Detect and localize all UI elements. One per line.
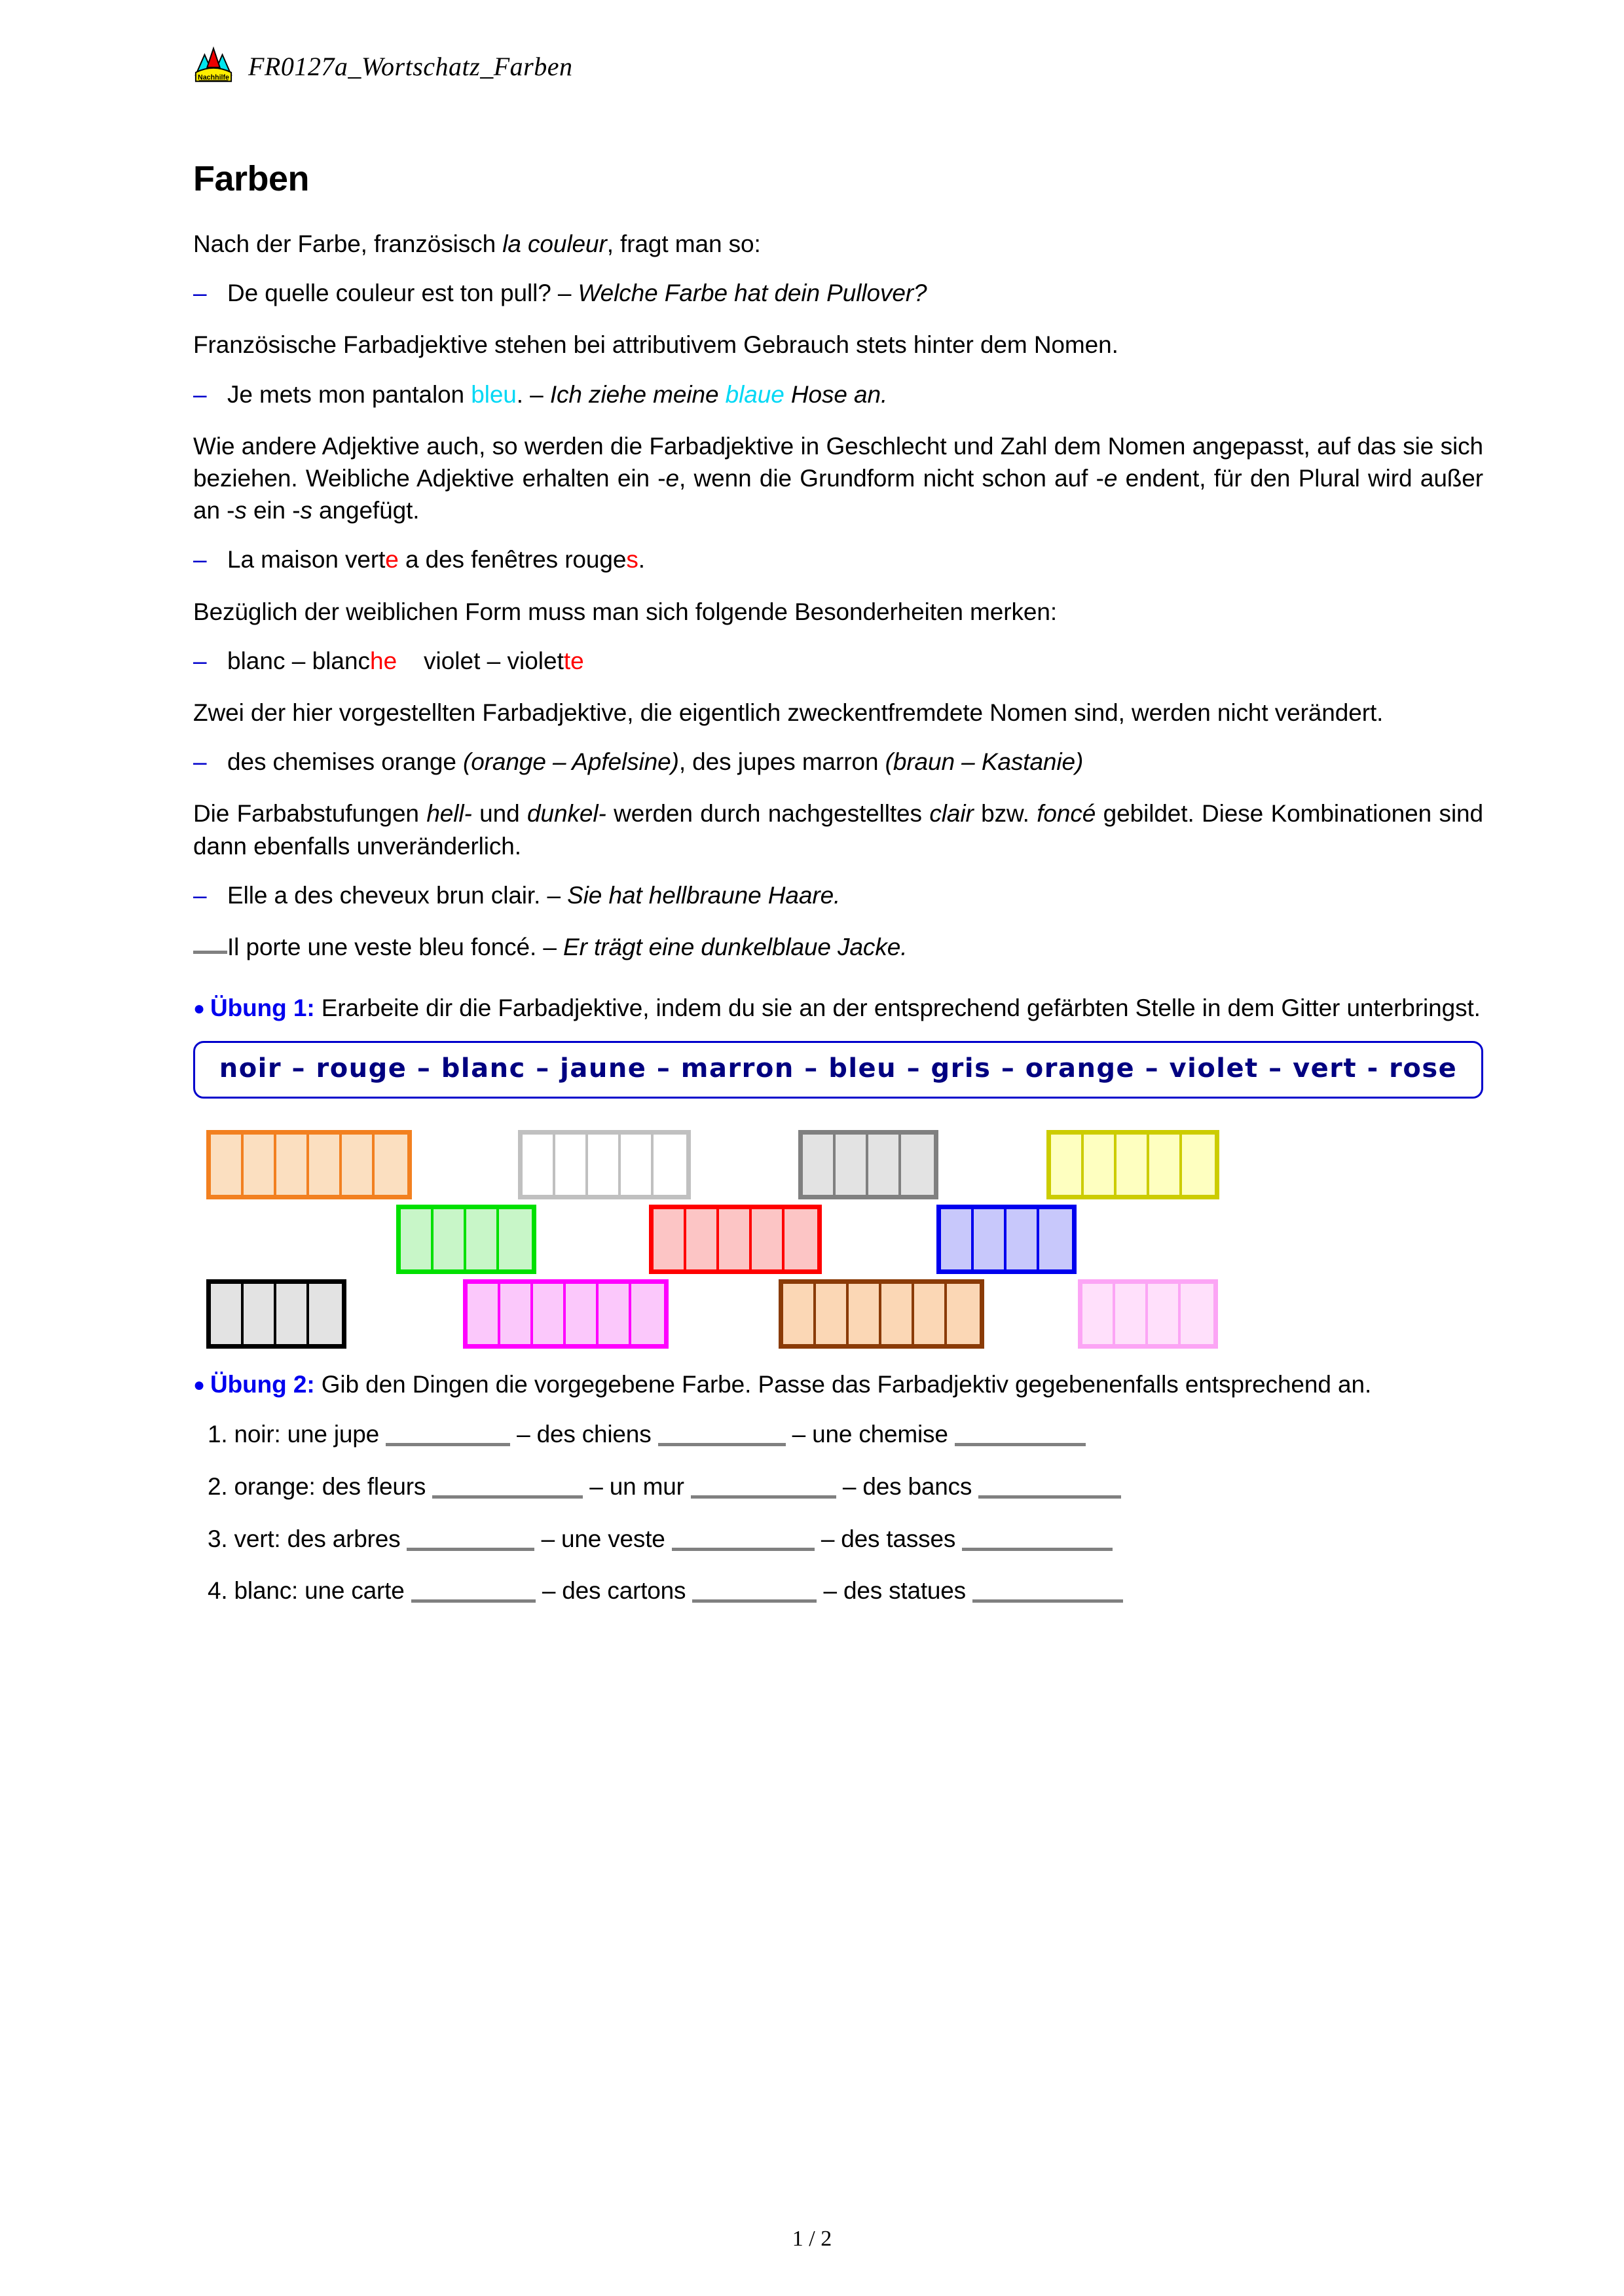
pair-blanc-suffix: he [370,647,397,674]
color-grid-cell[interactable] [816,1284,849,1344]
uebung2-item-list [193,1418,1483,1608]
item-number: 3. [208,1525,234,1552]
rose-block [1078,1279,1218,1349]
color-grid-cell[interactable] [1084,1135,1116,1195]
pair-blanc [227,645,424,677]
white-block [518,1130,691,1199]
black-block [206,1279,346,1349]
color-grid-cell[interactable] [309,1135,342,1195]
color-grid-row [193,1130,1483,1190]
item-separator-1: – des cartons [535,1577,693,1605]
abstufungen-dunkel: dunkel- [527,800,606,828]
color-grid-cell[interactable] [881,1284,914,1344]
color-grid-cell[interactable] [631,1284,664,1344]
color-grid-cell[interactable] [947,1284,980,1344]
color-grid-cell[interactable] [500,1284,533,1344]
uebung1-heading [193,992,1483,1024]
color-grid-cell[interactable] [1148,1284,1181,1344]
color-grid-cell[interactable] [434,1209,466,1269]
geschlecht-e1: e [665,465,679,492]
maison-a: La maison vert [227,546,386,574]
color-grid-cell[interactable] [599,1284,631,1344]
item-number: 1. [208,1420,234,1448]
answer-blank[interactable] [411,1580,536,1603]
page-header [111,46,1513,86]
color-grid-cell[interactable] [868,1135,901,1195]
color-grid-cell[interactable] [566,1284,599,1344]
geschlecht-s1: s [234,497,247,524]
color-grid-cell[interactable] [654,1135,686,1195]
bullet-dash-icon: – [193,881,207,909]
blue-block [936,1205,1077,1274]
answer-blank[interactable] [955,1423,1086,1446]
besonderheiten-pairs [193,645,1483,677]
uebung1-label: Übung 1: [210,994,315,1022]
chemises-a: des chemises orange [227,748,463,776]
brown-block [779,1279,984,1349]
bullet-dash-icon: – [193,280,207,307]
pair-violet [424,645,584,677]
geschlecht-c: endent, für den Plural wird außer an - [193,465,1483,524]
attributiv-fr-a: Je mets mon pantalon [227,380,471,408]
color-grid-cell[interactable] [401,1209,434,1269]
color-grid-cell[interactable] [1082,1284,1115,1344]
bullet-dash-icon: – [193,748,207,776]
color-grid-row [193,1205,1483,1265]
geschlecht-e: angefügt. [312,497,420,524]
chemises-gloss: (orange – Apfelsine) [462,748,679,776]
color-grid-cell[interactable] [375,1135,407,1195]
abstufungen-b: und [471,800,528,828]
question-fr: De quelle couleur est ton pull? – [227,280,578,307]
answer-blank[interactable] [978,1476,1121,1499]
magenta-block [463,1279,669,1349]
color-grid-cell[interactable] [588,1135,621,1195]
geschlecht-a: Wie andere Adjektive auch, so werden die Farbadjektive in Geschlecht und Zahl dem Nomen angepasst, auf das sie sich beziehen. Weibliche Adjektive erhalten ein - [193,432,1483,492]
item-noun-1: des fleurs [322,1472,433,1500]
maison-suffix-s: s [626,546,638,574]
color-grid-cell[interactable] [752,1209,784,1269]
item-noun-1: des arbres [287,1525,407,1552]
item-number: 4. [208,1577,234,1605]
wordbank-box [193,1041,1483,1099]
maison-c: . [638,546,645,574]
example-unveraenderlich [193,746,1483,778]
item-number: 2. [208,1472,234,1500]
color-grid-cell[interactable] [276,1135,309,1195]
veste-fr: Il porte une veste bleu foncé. – [227,934,563,961]
wordbank-words: noir – rouge – blanc – jaune – marron – bleu – gris – orange – violet – vert - rose [219,1053,1458,1084]
abstufungen-e: gebildet. Diese Kombinationen sind dann ebenfalls unveränderlich. [193,800,1484,860]
color-grid-cell[interactable] [1051,1135,1084,1195]
besonderheiten-paragraph: Bezüglich der weiblichen Form muss man sich folgende Besonderheiten merken: [193,598,1058,625]
uebung2-text: Gib den Dingen die vorgegebene Farbe. Passe das Farbadjektiv gegebenenfalls entsprechend an. [314,1371,1372,1398]
color-grid-cell[interactable] [499,1209,532,1269]
color-grid-cell[interactable] [1182,1135,1215,1195]
veste-de: Er trägt eine dunkelblaue Jacke. [563,934,908,961]
abstufungen-c: werden durch nachgestelltes [606,800,930,828]
page-number: 1 / 2 [792,2227,832,2251]
attributiv-sep: . – [516,380,550,408]
green-block [396,1205,536,1274]
color-grid-cell[interactable] [244,1284,276,1344]
uebung1-text: Erarbeite dir die Farbadjektive, indem du sie an der entsprechend gefärbten Stelle in dem Gitter unterbringst. [314,994,1481,1022]
answer-blank[interactable] [386,1423,510,1446]
color-grid-cell[interactable] [719,1209,752,1269]
color-grid [193,1130,1483,1339]
item-separator-1: – une veste [534,1525,672,1552]
geschlecht-b: , wenn die Grundform nicht schon auf - [678,465,1104,492]
color-grid-cell[interactable] [849,1284,881,1344]
color-grid-cell[interactable] [1149,1135,1182,1195]
cheveux-de: Sie hat hellbraune Haare. [567,881,841,909]
geschlecht-paragraph [193,430,1483,527]
maison-suffix-e: e [385,546,399,574]
abstufungen-hell: hell- [426,800,472,828]
color-grid-cell[interactable] [783,1284,816,1344]
uebung2-item [193,1575,1483,1607]
color-grid-cell[interactable] [686,1209,719,1269]
color-grid-cell[interactable] [974,1209,1006,1269]
color-grid-cell[interactable] [803,1135,836,1195]
answer-blank[interactable] [972,1580,1123,1603]
example-unveraenderlich-text [227,746,1483,778]
attributiv-paragraph: Französische Farbadjektive stehen bei attributivem Gebrauch stets hinter dem Nomen. [193,331,1118,359]
item-separator-2: – une chemise [785,1420,955,1448]
intro-paragraph [193,228,1483,260]
nachhilfe-logo-icon [193,46,234,86]
geschlecht-d: ein - [246,497,301,524]
cheveux-fr: Elle a des cheveux brun clair. – [227,881,568,909]
uebung2-item [193,1418,1483,1451]
color-grid-cell[interactable] [941,1209,974,1269]
uebung2-heading [193,1368,1483,1400]
intro-text-a: Nach der Farbe, französisch [193,230,503,257]
color-grid-cell[interactable] [1181,1284,1213,1344]
abstufungen-clair: clair [929,800,974,828]
bullet-dash-placeholder [193,931,227,954]
item-noun-1: une carte [304,1577,411,1605]
pair-violet-suffix: te [563,647,584,674]
color-grid-cell[interactable] [533,1284,566,1344]
uebung1-bullet-icon: ● [193,998,206,1020]
uebung2-item [193,1470,1483,1503]
item-color-word: vert: [234,1525,287,1552]
gray-block [798,1130,938,1199]
color-grid-cell[interactable] [276,1284,309,1344]
color-grid-cell[interactable] [901,1135,934,1195]
orange-block [206,1130,412,1199]
attributiv-de-b: Hose an. [784,380,888,408]
jupes-gloss: (braun – Kastanie) [885,748,1084,776]
geschlecht-e2: e [1103,465,1118,492]
color-grid-row [193,1279,1483,1339]
abstufungen-d: bzw. [973,800,1037,828]
yellow-block [1046,1130,1219,1199]
color-grid-cell[interactable] [211,1284,244,1344]
color-grid-cell[interactable] [244,1135,276,1195]
pair-blanc-base: blanc – blanc [227,647,371,674]
color-grid-cell[interactable] [836,1135,868,1195]
item-separator-2: – des bancs [836,1472,979,1500]
answer-blank[interactable] [407,1528,534,1551]
color-grid-cell[interactable] [342,1135,375,1195]
color-grid-cell[interactable] [1115,1284,1148,1344]
attributiv-color-de: blaue [725,380,784,408]
document-content [111,158,1513,1607]
bullet-dash-icon: – [193,380,207,408]
color-grid-cell[interactable] [466,1209,499,1269]
color-grid-cell[interactable] [654,1209,686,1269]
red-block [649,1205,822,1274]
item-noun-1: une jupe [287,1420,386,1448]
bullet-dash-icon: – [193,546,207,574]
color-grid-cell[interactable] [523,1135,555,1195]
item-color-word: blanc: [234,1577,305,1605]
header-title: FR0127a_Wortschatz_Farben [248,51,573,81]
chemises-b: , des jupes marron [678,748,885,776]
bullet-dash-icon: – [193,647,207,674]
answer-blank[interactable] [432,1476,583,1499]
attributiv-de-a: Ich ziehe meine [549,380,726,408]
color-grid-cell[interactable] [1116,1135,1149,1195]
example-geschlecht-text [227,543,1483,575]
item-separator-1: – un mur [583,1472,691,1500]
example-veste-text [227,931,1483,963]
example-attributiv-text [227,378,1483,410]
item-color-word: noir: [234,1420,287,1448]
example-attributiv [193,378,1483,410]
answer-blank[interactable] [691,1476,836,1499]
pair-violet-base: violet – violet [424,647,564,674]
color-grid-cell[interactable] [211,1135,244,1195]
color-grid-cell[interactable] [621,1135,654,1195]
example-question-text [227,277,1483,309]
page-title: Farben [193,159,310,198]
answer-blank[interactable] [672,1528,815,1551]
unveraenderlich-paragraph: Zwei der hier vorgestellten Farbadjektive, die eigentlich zweckentfremdete Nomen sind, werden nicht verändert. [193,699,1384,727]
uebung2-label: Übung 2: [210,1371,315,1398]
abstufungen-a: Die Farbabstufungen [193,800,427,828]
example-cheveux [193,879,1483,911]
intro-text-b: , fragt man so: [606,230,761,257]
maison-b: a des fenêtres rouge [398,546,627,574]
question-de: Welche Farbe hat dein Pullover? [578,280,927,307]
abstufungen-paragraph [193,797,1483,862]
uebung2-item [193,1523,1483,1556]
item-separator-2: – des statues [817,1577,973,1605]
page-footer [0,2227,1624,2251]
example-question [193,277,1483,309]
color-grid-cell[interactable] [1039,1209,1072,1269]
uebung2-bullet-icon: ● [193,1374,206,1396]
answer-blank[interactable] [692,1580,817,1603]
example-cheveux-text [227,879,1483,911]
intro-text-italic: la couleur [502,230,607,257]
color-grid-cell[interactable] [914,1284,947,1344]
example-veste [193,931,1483,963]
geschlecht-s2: s [300,497,312,524]
abstufungen-fonce: foncé [1037,800,1096,828]
example-geschlecht [193,543,1483,575]
attributiv-color-fr: bleu [471,380,517,408]
item-separator-2: – des tasses [814,1525,963,1552]
answer-blank[interactable] [658,1423,786,1446]
color-grid-cell[interactable] [555,1135,588,1195]
item-separator-1: – des chiens [510,1420,658,1448]
answer-blank[interactable] [962,1528,1113,1551]
color-grid-cell[interactable] [784,1209,817,1269]
item-color-word: orange: [234,1472,322,1500]
color-grid-cell[interactable] [1006,1209,1039,1269]
svg-text:Nachhilfe: Nachhilfe [198,73,229,82]
color-grid-cell[interactable] [309,1284,342,1344]
color-grid-cell[interactable] [468,1284,500,1344]
